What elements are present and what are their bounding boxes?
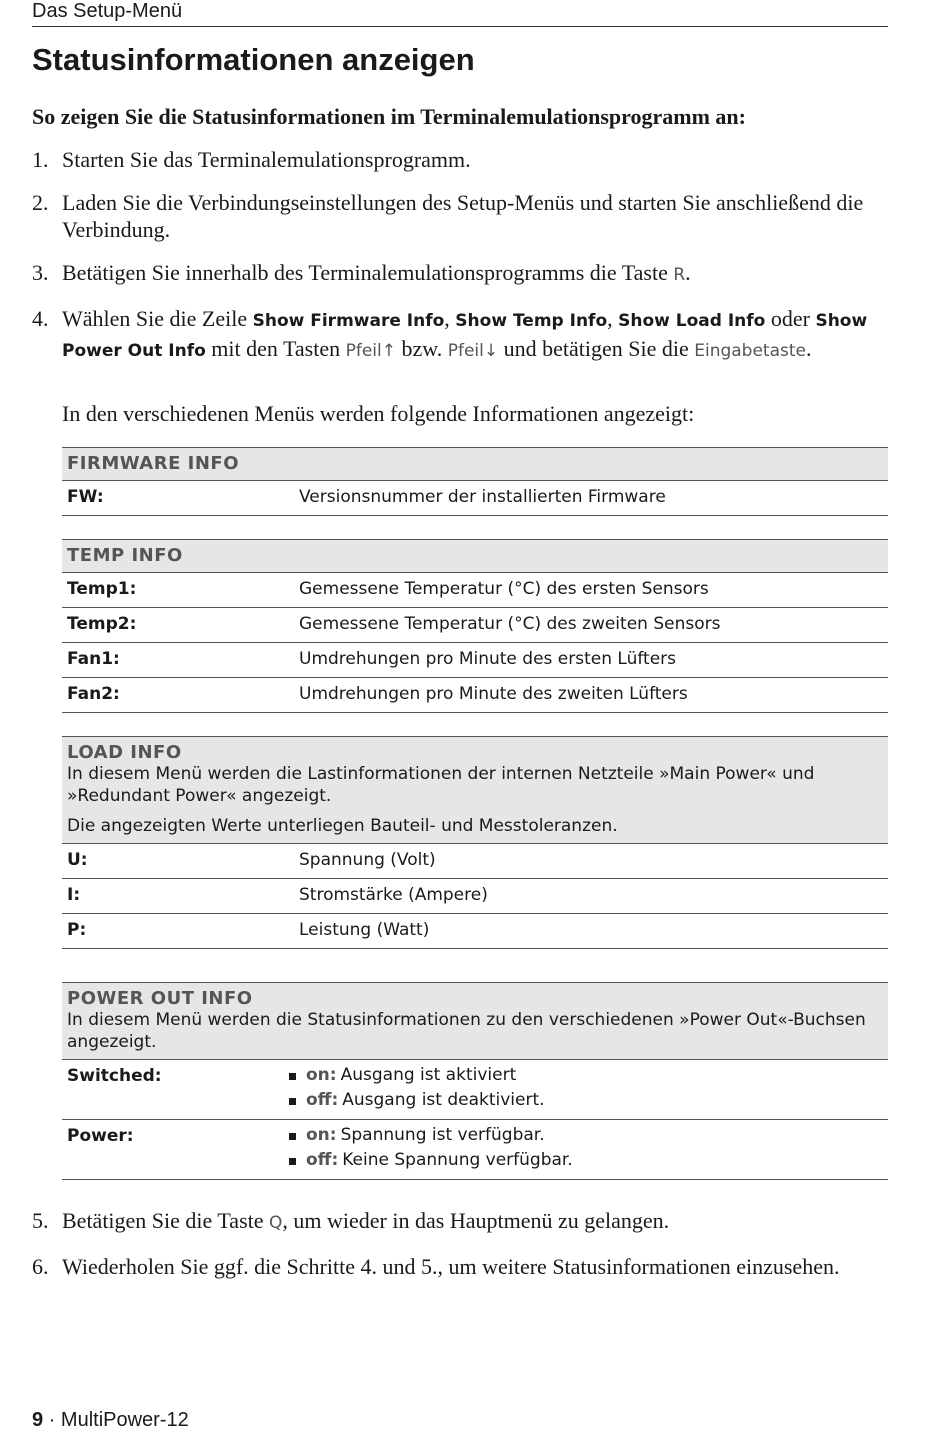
step-text-end: , um wieder in das Hauptmenü zu gelangen. — [282, 1208, 670, 1233]
steps-list-bottom — [32, 1207, 888, 1296]
page-footer — [32, 1409, 189, 1432]
key-arrow-up: Pfeil↑ — [345, 341, 396, 361]
bullet-square-icon — [289, 1073, 296, 1080]
page-title: Statusinformationen anzeigen — [32, 42, 475, 77]
step-text: Wiederholen Sie ggf. die Schritte 4. und 5., um weitere Statusinformationen einzusehen. — [62, 1254, 840, 1279]
row-value: Umdrehungen pro Minute des zweiten Lüfters — [299, 684, 688, 704]
section-header — [62, 539, 888, 572]
row-key: U: — [67, 850, 88, 870]
table-row — [62, 677, 888, 713]
step-3 — [32, 259, 888, 289]
power-out-info-table — [62, 982, 888, 1180]
row-value: Gemessene Temperatur (°C) des zweiten Sensors — [299, 614, 721, 634]
state-text: Keine Spannung verfügbar. — [342, 1150, 573, 1170]
option-load: Show Load Info — [618, 311, 766, 331]
step-text: Laden Sie die Verbindungseinstellungen des Setup-Menüs und starten Sie anschließend die Verbindung. — [62, 190, 864, 242]
sep: mit den Tasten — [205, 336, 346, 361]
page-header — [32, 0, 888, 27]
step-4 — [32, 305, 888, 365]
bullet-square-icon — [289, 1098, 296, 1105]
table-row — [62, 642, 888, 677]
key-q: Q — [269, 1213, 283, 1233]
state-on: on: — [306, 1125, 337, 1145]
header-title: Das Setup-Menü — [32, 0, 183, 22]
sep: oder — [765, 306, 816, 331]
bullet-item — [299, 1123, 888, 1148]
table-row — [62, 572, 888, 607]
lead-text: In den verschiedenen Menüs werden folgende Informationen angezeigt: — [62, 401, 695, 426]
sep: . — [806, 336, 812, 361]
step-number: 1. — [32, 147, 49, 172]
steps-list-top — [32, 146, 888, 381]
state-off: off: — [306, 1150, 339, 1170]
state-on: on: — [306, 1065, 337, 1085]
bullet-item — [299, 1148, 888, 1173]
section-header — [62, 982, 888, 1059]
step-2 — [32, 189, 888, 243]
section-heading: POWER OUT INFO — [67, 988, 253, 1009]
section-description: In diesem Menü werden die Statusinformationen zu den verschiedenen »Power Out«-Buchsen angezeigt. — [67, 1010, 866, 1052]
step-text: Wählen Sie die Zeile — [62, 306, 253, 331]
table-row — [62, 1059, 888, 1119]
step-number: 4. — [32, 306, 49, 331]
row-key: P: — [67, 920, 87, 940]
product-name: MultiPower-12 — [60, 1409, 189, 1431]
step-text: Starten Sie das Terminalemulationsprogramm. — [62, 147, 471, 172]
table-row — [62, 607, 888, 642]
temp-info-table — [62, 539, 888, 713]
table-row — [62, 913, 888, 949]
row-key: Temp1: — [67, 579, 137, 599]
sep: bzw. — [395, 336, 448, 361]
sep: , — [607, 306, 619, 331]
step-number: 3. — [32, 260, 49, 285]
step-text: Betätigen Sie die Taste — [62, 1208, 270, 1233]
row-key: Fan2: — [67, 684, 120, 704]
row-value — [299, 1120, 888, 1173]
row-key: Switched: — [67, 1066, 162, 1086]
step-1 — [32, 146, 888, 173]
sep: und betätigen Sie die — [498, 336, 695, 361]
table-row — [62, 1119, 888, 1180]
option-firmware: Show Firmware Info — [252, 311, 445, 331]
bullet-square-icon — [289, 1133, 296, 1140]
row-value: Stromstärke (Ampere) — [299, 885, 488, 905]
option-power-out: Show Power Out Info — [62, 311, 868, 361]
row-value — [299, 1060, 888, 1113]
state-text: Ausgang ist aktiviert — [340, 1065, 517, 1085]
row-key: I: — [67, 885, 81, 905]
step-6 — [32, 1253, 888, 1280]
bullet-item — [299, 1063, 888, 1088]
footer-separator: · — [43, 1409, 61, 1431]
row-value: Umdrehungen pro Minute des ersten Lüfters — [299, 649, 677, 669]
section-heading: LOAD INFO — [67, 742, 182, 763]
bullet-square-icon — [289, 1158, 296, 1165]
section-note: Die angezeigten Werte unterliegen Bauteil- und Messtoleranzen. — [67, 816, 618, 836]
firmware-info-table — [62, 447, 888, 516]
row-key: Power: — [67, 1126, 134, 1146]
state-off: off: — [306, 1090, 339, 1110]
section-description: In diesem Menü werden die Lastinformationen der internen Netzteile »Main Power« und »Redundant Power« angezeigt. — [67, 764, 815, 806]
state-text: Spannung ist verfügbar. — [340, 1125, 545, 1145]
table-row — [62, 878, 888, 913]
step-text-end: . — [685, 260, 691, 285]
section-heading: FIRMWARE INFO — [67, 453, 240, 474]
section-header — [62, 736, 888, 843]
row-key: Fan1: — [67, 649, 120, 669]
option-temp: Show Temp Info — [455, 311, 608, 331]
section-heading: TEMP INFO — [67, 545, 183, 566]
intro-heading: So zeigen Sie die Statusinformationen im Terminalemulationsprogramm an: — [32, 104, 746, 129]
step-text: Betätigen Sie innerhalb des Terminalemulationsprogramms die Taste — [62, 260, 674, 285]
section-header — [62, 447, 888, 480]
table-row — [62, 843, 888, 878]
key-r: R — [673, 265, 686, 285]
sep: , — [444, 306, 456, 331]
row-value: Spannung (Volt) — [299, 850, 436, 870]
step-number: 6. — [32, 1254, 49, 1279]
row-value: Versionsnummer der installierten Firmware — [299, 487, 666, 507]
key-arrow-down: Pfeil↓ — [447, 341, 499, 361]
table-row — [62, 480, 888, 516]
key-enter: Eingabetaste — [694, 341, 806, 361]
page-number: 9 — [32, 1409, 44, 1431]
row-value: Gemessene Temperatur (°C) des ersten Sensors — [299, 579, 709, 599]
bullet-item — [299, 1088, 888, 1113]
row-value: Leistung (Watt) — [299, 920, 430, 940]
row-key: Temp2: — [67, 614, 137, 634]
state-text: Ausgang ist deaktiviert. — [342, 1090, 545, 1110]
step-number: 2. — [32, 190, 49, 215]
row-key: FW: — [67, 487, 104, 507]
step-5 — [32, 1207, 888, 1237]
step-number: 5. — [32, 1208, 49, 1233]
load-info-table — [62, 736, 888, 949]
